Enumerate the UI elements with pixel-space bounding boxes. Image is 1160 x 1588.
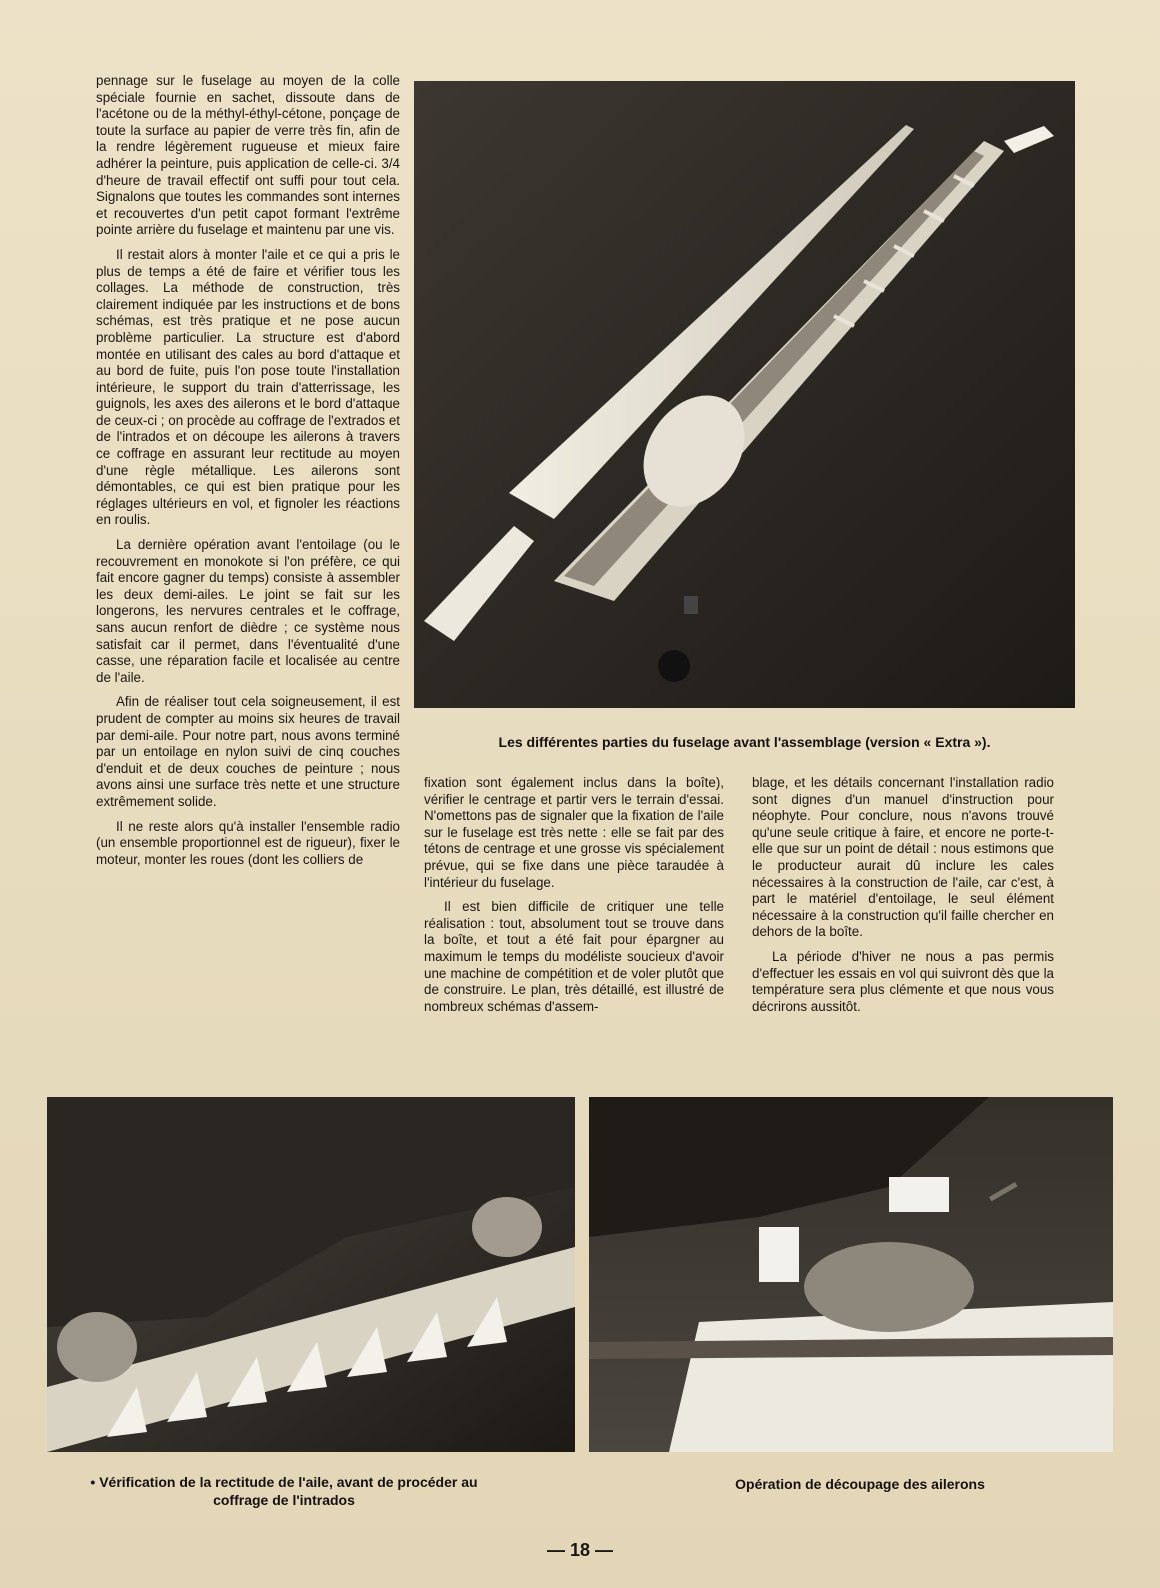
aileron-photo-caption: Opération de découpage des ailerons [735,1476,985,1492]
page-number: — 18 — [546,1540,614,1560]
paragraph: fixation sont également inclus dans la boîte), vérifier le centrage et partir vers le terrain d'essai. N'omettons pas de signaler que la fixation de l'aile sur le fuselage est très nette : elle se fait par des tétons de centrage et une grosse vis spécialement prévue, qui se fixe dans une pièce taraudée à l'intérieur du fuselage. [424,775,724,890]
paragraph: Il restait alors à monter l'aile et ce qui a pris le plus de temps a été de faire et vérifier tous les collages. La méthode de construction, très clairement indiquée par les instructions et de bons schémas, est très pratique et ne pose aucun problème particulier. La structure est d'abord montée en utilisant des cales au bord d'attaque et au bord de fuite, puis l'on pose toute l'installation intérieure, le support du train d'atterrissage, les guignols, les axes des ailerons et le bord d'attaque de ceux-ci ; on procède au coffrage de l'extrados et de l'intrados et on découpe les ailerons à travers ce coffrage en assurant leur rectitude au moyen d'une règle métallique. Les ailerons sont démontables, ce qui est bien pratique pour les réglages ultérieurs en vol, et fignoler les réactions en roulis. [96,246,400,528]
fuselage-parts-photo [414,81,1075,708]
aileron-cutting-photo [589,1097,1113,1452]
paragraph: blage, et les détails concernant l'installation radio sont dignes d'un manuel d'instruction pour néophyte. Pour conclure, nous n'avons trouvé qu'une seule critique à faire, et encore ne porte-t-elle que sur un point de détail : nous estimons que le producteur aurait dû inclure les cales nécessaires à la construction de l'aile, car c'est, à part le matériel d'entoilage, le seul élément nécessaire à la construction qu'il faille chercher en dehors de la boîte. [752,775,1054,940]
fuselage-photo-caption: Les différentes parties du fuselage avant l'assemblage (version « Extra »). [498,734,991,750]
paragraph: La période d'hiver ne nous a pas permis d'effectuer les essais en vol qui suivront dès que la température sera plus clémente et que nous vous décrirons aussitôt. [752,948,1054,1014]
paragraph: La dernière opération avant l'entoilage (ou le recouvrement en monokote si l'on préfère, ce qui fait encore gagner du temps) consiste à assembler les deux demi-ailes. Le joint se fait sur les longerons, les nervures centrales et le coffrage, sans aucun renfort de dièdre ; ce système nous satisfait car il permet, dans l'éventualité d'une casse, une réparation facile et localisée au centre de l'aile. [96,537,400,685]
wing-photo-caption: • Vérification de la rectitude de l'aile, avant de procéder au coffrage de l'intrados [90,1474,478,1508]
text-column-right [752,775,1054,1023]
text-column-left [96,73,400,876]
paragraph: Afin de réaliser tout cela soigneusement, il est prudent de compter au moins six heures de travail par demi-aile. Pour notre part, nous avons terminé par un entoilage en nylon suivi de cinq couches d'enduit et de deux couches de peinture ; nous avons ainsi une surface très nette et une structure extrêmement solide. [96,694,400,809]
paragraph: Il est bien difficile de critiquer une telle réalisation : tout, absolument tout se trouve dans la boîte, et tout a été fait pour épargner au maximum le temps du modéliste soucieux d'avoir une machine de compétition et de voler plutôt que de construire. Le plan, très détaillé, est illustré de nombreux schémas d'assem- [424,899,724,1014]
text-column-middle [424,775,724,1023]
paragraph: pennage sur le fuselage au moyen de la colle spéciale fournie en sachet, dissoute dans de l'acétone ou de la méthyl-éthyl-cétone, ponçage de toute la surface au papier de verre très fin, afin de la rendre légèrement rugueuse et mieux faire adhérer la peinture, puis application de celle-ci. 3/4 d'heure de travail effectif ont suffi pour tout cela. Signalons que toutes les commandes sont internes et recouvertes d'un petit capot formant l'extrême pointe arrière du fuselage et maintenu par une vis. [96,73,400,238]
wing-straightness-photo [47,1097,575,1452]
paragraph: Il ne reste alors qu'à installer l'ensemble radio (un ensemble proportionnel est de rigueur), fixer le moteur, monter les roues (dont les colliers de [96,818,400,867]
